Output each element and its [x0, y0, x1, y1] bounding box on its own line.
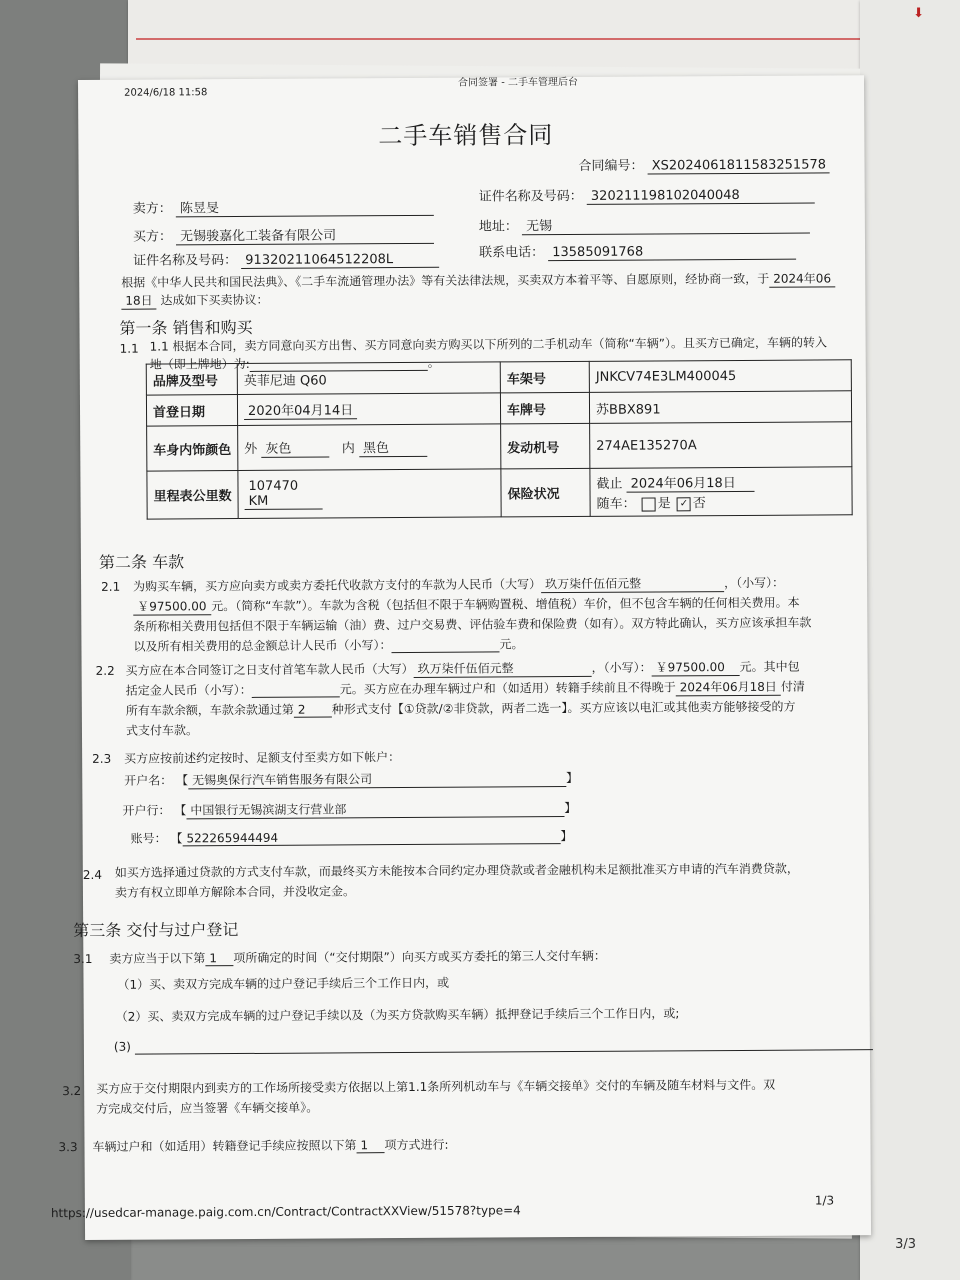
brand-value: 英菲尼迪 Q60	[237, 362, 500, 395]
seller-row	[133, 196, 434, 218]
clause-2-2-text-e: 元。买方应在办理车辆过户和（如适用）转籍手续前且不得晚于	[339, 680, 676, 697]
with-car-row	[597, 491, 846, 512]
no-label: 否	[692, 496, 706, 512]
clause-1-1-text: 地（即上牌地）为:	[149, 356, 250, 372]
delivery-option: 1	[205, 951, 233, 966]
clause-2-2-text-b: ，（小写）：	[591, 660, 652, 675]
clause-2-1-text-c: 元。（简称“车款”）。车款为含税（包括但不限于车辆购置税、增值税）车价，但不包含车辆的任何相关费用。本	[211, 595, 800, 614]
engine-value: 274AE135270A	[590, 422, 852, 469]
contract-title: 二手车销售合同	[378, 121, 554, 151]
clause-1-1-line-1: 1.1 根据本合同，卖方同意向买方出售、买方同意向卖方购买以下所列的二手机动车（简称“车辆”）。且买方已确定，车辆的转入	[149, 335, 828, 354]
clause-3-1-line-1	[109, 947, 606, 967]
clause-1-1-number: 1.1	[119, 341, 139, 356]
reg-date-cell	[237, 393, 500, 426]
table-row	[147, 467, 852, 519]
insurance-until: 2024年06月18日	[627, 472, 755, 493]
clause-3-3-line-1	[92, 1136, 448, 1155]
clause-2-2-line-1	[126, 658, 800, 680]
no-checkbox-checked[interactable]: ✓	[677, 497, 691, 511]
intro-line-1	[121, 269, 835, 291]
table-row	[147, 422, 852, 471]
clause-2-1-line-4	[133, 635, 523, 654]
clause-2-2-text-c: 元。其中包	[739, 659, 800, 674]
seller-id-row	[479, 184, 815, 206]
clause-2-2-text: 买方应在本合同签订之日支付首笔车款人民币（大写）	[125, 661, 414, 678]
clause-2-1-text: 为购买车辆，买方应向卖方或卖方委托代收款方支付的车款为人民币（大写）	[133, 577, 542, 594]
buyer-id-row	[133, 248, 439, 270]
buyer-id-label: 证件名称及号码：	[133, 253, 238, 269]
clause-2-2-line-4: 式支付车款。	[125, 723, 199, 738]
clause-3-3-text: 车辆过户和（如适用）转籍登记手续应按照以下第	[92, 1138, 357, 1154]
section-3-title: 第三条 交付与过户登记	[73, 920, 239, 941]
print-datetime: 2024/6/18 11:58	[124, 87, 208, 99]
clause-2-2-text-d: 括定金人民币（小写）：	[125, 682, 252, 698]
color-exterior-label: 外	[244, 441, 258, 457]
first-payment-upper: 玖万柒仟伍佰元整	[414, 659, 592, 678]
seller-id: 320211198102040048	[587, 188, 815, 205]
color-interior: 黑色	[359, 437, 427, 457]
delivery-option-3-blank	[135, 1035, 873, 1055]
buyer-row	[133, 224, 434, 246]
address-label: 地址：	[478, 219, 518, 235]
insurance-cell	[590, 467, 852, 517]
clause-2-1-number: 2.1	[101, 579, 121, 594]
contract-no-label: 合同编号：	[578, 158, 644, 174]
clause-3-3-text-b: 项方式进行:	[384, 1137, 449, 1153]
back-sheet-right	[860, 0, 960, 1280]
clause-2-4-number: 2.4	[82, 867, 102, 882]
table-row	[146, 360, 851, 395]
buyer-label: 买方：	[132, 229, 173, 245]
contract-no-row	[578, 153, 830, 175]
reg-date-label: 首登日期	[146, 395, 237, 427]
section-2-title: 第二条 车款	[98, 552, 185, 572]
transfer-option: 1	[356, 1138, 384, 1153]
account-no-row	[131, 827, 573, 847]
phone-label: 联系电话：	[479, 245, 545, 261]
vin-value: JNKCV74E3LM400045	[589, 360, 851, 393]
color-interior-label: 内	[341, 441, 355, 457]
intro-text: 根据《中华人民共和国民法典》、《二手车流通管理办法》等有关法律法规，买卖双方本着平等、自愿原则，经协商一致，于	[121, 271, 770, 290]
clause-2-2-line-2	[126, 678, 805, 700]
clause-2-4-line-2: 卖方有权立即单方解除本合同，并没收定金。	[114, 884, 356, 900]
insurance-label: 保险状况	[501, 468, 590, 517]
print-url: https://usedcar-manage.paig.com.cn/Contract/ContractXXView/51578?type=4	[50, 1203, 521, 1221]
account-no-label: 账号：	[130, 831, 167, 846]
clause-2-1-text-d: 以及所有相关费用的总金额总计人民币（小写）：	[133, 638, 392, 654]
account-no: 522265944494	[182, 829, 560, 846]
edge-marker-icon: ⬇	[913, 6, 924, 21]
reg-date-value: 2020年04月14日	[244, 399, 357, 420]
plate-value: 苏BBX891	[589, 391, 851, 424]
plate-label: 车牌号	[500, 392, 589, 424]
clause-2-1-line-3: 条所称相关费用包括但不限于车辆运输（油）费、过户交易费、评估验车费和保险费（如有）。双方特此确认，买方应该承担车款	[133, 615, 812, 634]
bank-name: 中国银行无锡滨湖支行营业部	[186, 799, 564, 819]
mileage-value: 107470 KM	[244, 479, 322, 510]
bracket-right: 】	[564, 800, 577, 816]
clause-2-2-line-3	[126, 698, 796, 719]
bracket-left: 【	[176, 773, 189, 788]
clause-1-1-end: 。	[427, 355, 440, 370]
clause-2-3-line-1: 买方应按前述约定按时、足额支付至卖方如下帐户：	[124, 750, 401, 766]
clause-2-1-text-e: 元。	[499, 637, 524, 652]
with-car-label: 随车：	[596, 496, 636, 512]
seller-id-label: 证件名称及号码：	[478, 188, 583, 205]
phone-row	[479, 240, 796, 262]
bank-label: 开户行：	[122, 803, 171, 818]
delivery-option-2: （2）买、卖双方完成车辆的过户登记手续以及（为买方贷款购买车辆）抵押登记手续后三个工作日内，或;	[115, 1006, 680, 1024]
delivery-option-3-label: (3)	[113, 1039, 131, 1054]
bracket-left: 【	[170, 831, 183, 846]
mileage-label: 里程表公里数	[147, 471, 238, 520]
account-name: 无锡奥保行汽车销售服务有限公司	[188, 769, 566, 789]
color-label: 车身内饰颜色	[147, 426, 238, 472]
table-row	[146, 391, 851, 426]
buyer-id: 91320211064512208L	[241, 252, 439, 269]
clause-2-1-line-2	[133, 594, 800, 616]
engine-label: 发动机号	[501, 423, 590, 469]
clause-3-2-line-1: 买方应于交付期限内到卖方的工作场所接受卖方依据以上第1.1条所列机动车与《车辆交接单》交付的车辆及随车材料与文件。双	[96, 1077, 776, 1096]
deposit-blank	[252, 682, 340, 698]
total-amount-blank	[391, 637, 499, 653]
brand-label: 品牌及型号	[146, 364, 237, 396]
color-exterior: 灰色	[261, 437, 329, 457]
intro-line-2	[121, 291, 268, 310]
clause-2-1-text-b: ，（小写）：	[724, 575, 785, 591]
clause-3-2-line-2: 方完成交付后，应当签署《车辆交接单》。	[96, 1100, 319, 1116]
clause-3-1-text-b: 项所确定的时间（“交付期限”）向买方或买方委托的第三人交付车辆：	[233, 948, 606, 966]
account-name-row	[124, 769, 578, 790]
address-row	[479, 214, 810, 236]
clause-3-2-number: 3.2	[62, 1083, 82, 1099]
contract-no: XS2024061811583251578	[648, 157, 830, 174]
insurance-until-label: 截止	[596, 476, 623, 492]
contract-page	[50, 75, 871, 1240]
clause-3-1-number: 3.1	[73, 951, 93, 967]
clause-2-1-line-1	[133, 574, 784, 596]
clause-2-4-line-1: 如买方选择通过贷款的方式支付车款，而最终买方未能按本合同约定办理贷款或者金融机构未足额批准买方申请的汽车消费贷款，	[114, 861, 799, 880]
bank-row	[122, 799, 576, 820]
yes-label: 是	[657, 496, 671, 512]
payment-method: 2	[294, 702, 332, 717]
delivery-option-3	[114, 1035, 873, 1055]
intro-date-a: 2024年06	[769, 269, 835, 287]
clause-2-2-number: 2.2	[95, 663, 115, 678]
clause-2-3-number: 2.3	[92, 751, 112, 766]
price-lower: ￥97500.00	[133, 597, 211, 615]
seller-label: 卖方：	[132, 201, 172, 217]
price-upper: 玖万柒仟伍佰元整	[541, 574, 724, 593]
bracket-right: 】	[566, 770, 579, 786]
clause-2-2-text-h: 种形式支付【①贷款/②非贷款，两者二选一】。买方应该以电汇或其他卖方能够接受的方	[331, 699, 796, 717]
vin-label: 车架号	[500, 361, 589, 393]
clause-2-2-text-g: 所有车款余额，车款余款通过第	[125, 702, 294, 718]
bracket-right: 】	[560, 828, 573, 844]
color-cell	[238, 424, 501, 471]
yes-checkbox[interactable]	[642, 497, 656, 511]
clause-3-3-number: 3.3	[58, 1140, 78, 1155]
clause-2-2-text-f: 付清	[780, 679, 805, 694]
intro-text-b: 达成如下买卖协议：	[160, 292, 269, 308]
first-payment-lower: ￥97500.00	[652, 658, 740, 677]
final-payment-date: 2024年06月18日	[676, 678, 781, 697]
delivery-option-1: （1）买、卖双方完成车辆的过户登记手续后三个工作日内，或	[117, 975, 450, 992]
mileage-cell	[238, 469, 501, 519]
intro-date-b: 18日	[121, 292, 156, 310]
bracket-left: 【	[174, 803, 187, 818]
under-page-number: 3/3	[895, 1237, 916, 1252]
seller-name: 陈昱旻	[176, 196, 434, 218]
print-site-title: 合同签署 - 二手车管理后台	[457, 76, 579, 89]
phone: 13585091768	[548, 244, 796, 262]
section-1-title: 第一条 销售和购买	[119, 317, 253, 338]
page-number: 1/3	[814, 1193, 835, 1208]
account-name-label: 开户名：	[124, 773, 173, 788]
vehicle-info-table	[146, 356, 853, 519]
buyer-name: 无锡骏嘉化工装备有限公司	[176, 224, 434, 246]
back-sheet-red-line	[136, 38, 906, 40]
address: 无锡	[522, 214, 810, 236]
insurance-until-row	[596, 471, 845, 493]
clause-3-1-text: 卖方应当于以下第	[109, 951, 206, 966]
